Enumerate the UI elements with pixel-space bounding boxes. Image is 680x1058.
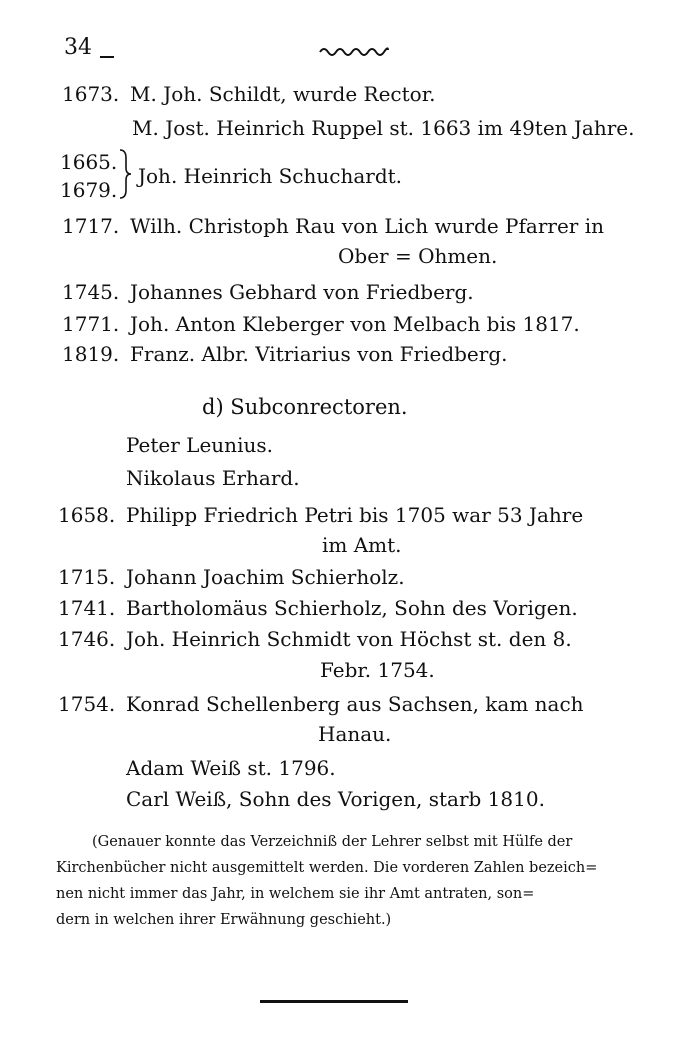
line-text: M. Jost. Heinrich Ruppel st. 1663 im 49ten Jahre. [132, 116, 635, 140]
line-year: 1679. [60, 178, 118, 202]
line-text: Wilh. Christoph Rau von Lich wurde Pfarrer in [130, 214, 604, 238]
note-line: (Genauer konnte das Verzeichniß der Lehrer selbst mit Hülfe der [92, 834, 573, 850]
line-text: Philipp Friedrich Petri bis 1705 war 53 Jahre [126, 503, 584, 527]
line-text: Joh. Anton Kleberger von Melbach bis 1817. [130, 312, 580, 336]
line-text: Konrad Schellenberg aus Sachsen, kam nach [126, 692, 584, 716]
line-text: Carl Weiß, Sohn des Vorigen, starb 1810. [126, 787, 545, 811]
line-year: 1715. [58, 565, 116, 589]
line-text: Nikolaus Erhard. [126, 466, 300, 490]
line-text: Ober = Ohmen. [338, 244, 498, 268]
line-year: 1771. [62, 312, 120, 336]
line-text: Adam Weiß st. 1796. [126, 756, 336, 780]
curly-brace-icon [118, 148, 132, 200]
closing-rule [260, 1000, 408, 1003]
line-text: Johann Joachim Schierholz. [126, 565, 405, 589]
header-ornament-icon [318, 44, 390, 56]
page-number: 34 [64, 35, 92, 60]
line-year: 1717. [62, 214, 120, 238]
line-year: 1746. [58, 627, 116, 651]
header-dash [100, 56, 114, 58]
line-text: M. Joh. Schildt, wurde Rector. [130, 82, 436, 106]
line-text: Bartholomäus Schierholz, Sohn des Vorigen. [126, 596, 578, 620]
section-heading: d) Subconrectoren. [202, 395, 408, 419]
line-year: 1741. [58, 596, 116, 620]
line-text: Franz. Albr. Vitriarius von Friedberg. [130, 342, 508, 366]
line-text: Peter Leunius. [126, 433, 273, 457]
line-text: Joh. Heinrich Schmidt von Höchst st. den 8. [126, 627, 572, 651]
line-year: 1665. [60, 150, 118, 174]
line-text: Joh. Heinrich Schuchardt. [138, 164, 403, 188]
line-year: 1819. [62, 342, 120, 366]
line-text: Febr. 1754. [320, 658, 435, 682]
line-year: 1754. [58, 692, 116, 716]
note-line: dern in welchen ihrer Erwähnung geschieht.) [56, 912, 392, 928]
note-line: nen nicht immer das Jahr, in welchem sie ihr Amt antraten, son= [56, 886, 535, 902]
line-text: Hanau. [318, 722, 392, 746]
line-text: im Amt. [322, 533, 402, 557]
line-year: 1745. [62, 280, 120, 304]
note-line: Kirchenbücher nicht ausgemittelt werden. Die vorderen Zahlen bezeich= [56, 860, 598, 876]
line-year: 1673. [62, 82, 120, 106]
line-text: Johannes Gebhard von Friedberg. [130, 280, 474, 304]
line-year: 1658. [58, 503, 116, 527]
